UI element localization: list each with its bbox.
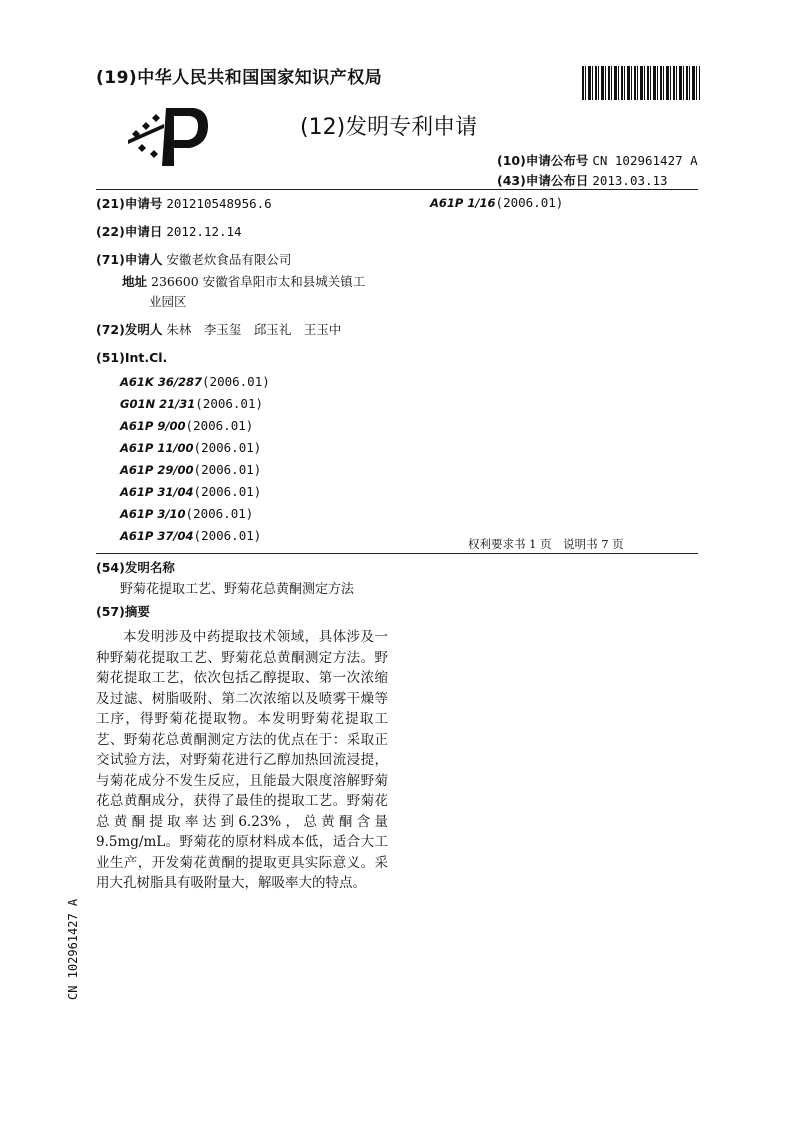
address-label: 地址 [122, 274, 148, 289]
office-name: (19)中华人民共和国国家知识产权局 [96, 68, 383, 88]
biblio-divider [96, 553, 698, 554]
ipc-code: A61P 3/10 [120, 507, 186, 521]
pub-date: 2013.03.13 [592, 173, 668, 188]
ipc-version: (2006.01) [202, 374, 270, 389]
ipc-list [120, 371, 270, 547]
address-row [122, 272, 365, 292]
main-ipc-code: A61P 1/16 [430, 196, 496, 210]
address-line1: 236600 安徽省阜阳市太和县城关镇工 [151, 274, 366, 289]
ipc-version: (2006.01) [193, 440, 262, 455]
app-date-label: (22)申请日 [96, 224, 163, 239]
applicant-row [96, 250, 291, 270]
application-number-row [96, 194, 272, 214]
ipc-version: (2006.01) [193, 528, 262, 543]
pub-date-label: (43)申请公布日 [497, 173, 589, 188]
ipc-item [120, 459, 270, 481]
pub-no-label: (10)申请公布号 [497, 153, 589, 168]
ipc-code: A61P 31/04 [120, 485, 194, 499]
app-date: 2012.12.14 [166, 224, 242, 239]
ipc-code: G01N 21/31 [120, 397, 196, 411]
publication-date-row [497, 171, 668, 189]
page-count: 权利要求书 1 页 说明书 7 页 [468, 537, 624, 551]
int-cl-label: (51)Int.Cl. [96, 350, 168, 365]
ipc-item [120, 481, 270, 503]
ipc-item [120, 503, 270, 525]
ipc-item [120, 415, 270, 437]
publication-number-row [497, 151, 698, 169]
main-ipc-version: (2006.01) [495, 195, 564, 210]
ipc-item [120, 525, 270, 547]
abstract-text: 本发明涉及中药提取技术领域，具体涉及一种野菊花提取工艺、野菊花总黄酮测定方法。野菊花提取工艺，依次包括乙醇提取、第一次浓缩及过滤、树脂吸附、第二次浓缩以及喷雾干燥等工序，得野菊花提取物。本发明野菊花提取工艺、野菊花总黄酮测定方法的优点在于：采取正交试验方法，对野菊花进行乙醇加热回流浸提，与菊花成分不发生反应，且能最大限度溶解野菊花总黄酮成分，获得了最佳的提取工艺。野菊花总黄酮提取率达到6.23%，总黄酮含量9.5mg/mL。野菊花的原材料成本低，适合大工业生产，开发菊花黄酮的提取更具实际意义。采用大孔树脂具有吸附量大，解吸率大的特点。 [96, 629, 388, 891]
inventor-label: (72)发明人 [96, 322, 163, 337]
side-code-text: CN 102961427 A [66, 898, 80, 1000]
main-ipc [430, 195, 563, 210]
inventors: 朱林 李玉玺 邱玉礼 王玉中 [166, 322, 342, 337]
ipc-item [120, 393, 270, 415]
title-label: (54)发明名称 [96, 560, 175, 575]
ipc-code: A61P 11/00 [120, 441, 194, 455]
app-no-label: (21)申请号 [96, 196, 163, 211]
invention-title: 野菊花提取工艺、野菊花总黄酮测定方法 [120, 582, 355, 597]
ipc-code: A61P 9/00 [120, 419, 186, 433]
side-publication-code [64, 890, 84, 1010]
applicant: 安徽老炊食品有限公司 [166, 252, 292, 267]
ipc-version: (2006.01) [185, 418, 254, 433]
application-date-row [96, 222, 242, 242]
document-type: (12)发明专利申请 [300, 115, 478, 140]
header-divider [96, 189, 698, 190]
app-no: 201210548956.6 [166, 196, 272, 211]
ipc-version: (2006.01) [193, 462, 262, 477]
abstract-label: (57)摘要 [96, 604, 150, 619]
ipc-code: A61K 36/287 [120, 375, 203, 389]
pub-no: CN 102961427 A [592, 153, 698, 168]
ipc-code: A61P 37/04 [120, 529, 194, 543]
ipc-item [120, 437, 270, 459]
inventor-row [96, 320, 341, 340]
ipc-version: (2006.01) [195, 396, 264, 411]
ipc-item [120, 371, 270, 393]
applicant-label: (71)申请人 [96, 252, 163, 267]
address-line2: 业园区 [149, 294, 187, 309]
ipc-version: (2006.01) [193, 484, 262, 499]
ipc-version: (2006.01) [185, 506, 254, 521]
barcode [582, 66, 700, 100]
sipo-logo-icon [128, 104, 208, 168]
ipc-code: A61P 29/00 [120, 463, 194, 477]
